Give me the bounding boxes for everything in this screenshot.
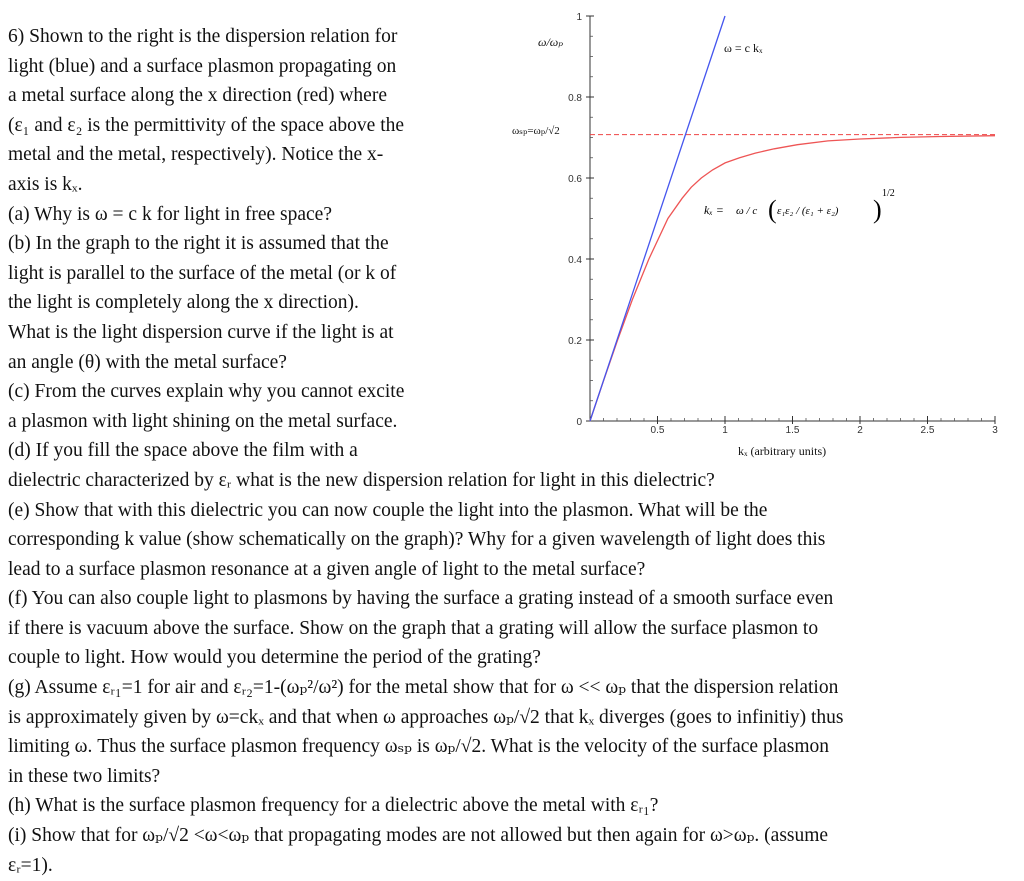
text-line: (d) If you fill the space above the film with a bbox=[8, 440, 358, 462]
text-line: light (blue) and a surface plasmon propagating on bbox=[8, 55, 397, 77]
formula-omega-over-c: ω / c bbox=[736, 205, 758, 217]
major-ticks bbox=[586, 16, 995, 424]
text-line: metal and the metal, respectively). Notice the x- bbox=[8, 144, 384, 166]
text-line: limiting ω. Thus the surface plasmon frequency ωₛₚ is ωₚ/√2. What is the velocity of the surface plasmon bbox=[8, 736, 830, 758]
dispersion-chart-svg bbox=[500, 0, 1010, 470]
x-tick-label: 0.5 bbox=[650, 425, 665, 436]
dispersion-chart bbox=[500, 0, 1010, 470]
y-tick-label: 0.8 bbox=[568, 93, 582, 104]
x-tick-label: 2 bbox=[857, 425, 863, 436]
text-line: (b) In the graph to the right it is assumed that the bbox=[8, 233, 389, 255]
formula-exponent: 1/2 bbox=[882, 188, 895, 199]
text-line: light is parallel to the surface of the metal (or k of bbox=[8, 262, 397, 284]
text-line: (f) You can also couple light to plasmons by having the surface a grating instead of a smooth surface even bbox=[8, 588, 834, 610]
text-line: (i) Show that for ωₚ/√2 <ω<ωₚ that propagating modes are not allowed but then again for ω>ωₚ. (assume bbox=[8, 825, 829, 847]
text-line: a plasmon with light shining on the metal surface. bbox=[8, 410, 398, 432]
text-line: corresponding k value (show schematically on the graph)? Why for a given wavelength of light does this bbox=[8, 529, 826, 551]
formula-paren-open: ( bbox=[768, 195, 777, 224]
light-line-label: ω = c kₓ bbox=[724, 41, 763, 55]
x-tick-label: 1.5 bbox=[785, 425, 800, 436]
x-tick-label: 2.5 bbox=[920, 425, 935, 436]
text-line: dielectric characterized by εᵣ what is the new dispersion relation for light in this dielectric? bbox=[8, 469, 715, 491]
y-tick-label: 0.4 bbox=[568, 255, 582, 266]
text-line: (h) What is the surface plasmon frequency for a dielectric above the metal with εᵣ₁? bbox=[8, 795, 659, 817]
y-tick-label: 1 bbox=[576, 12, 582, 23]
plasmon-curve bbox=[590, 136, 995, 421]
text-line: a metal surface along the x direction (red) where bbox=[8, 85, 387, 107]
x-tick-label: 3 bbox=[992, 425, 998, 436]
asymptote-label: ωₛₚ=ωₚ/√2 bbox=[512, 125, 560, 137]
formula-paren-close: ) bbox=[873, 195, 882, 224]
text-line: εᵣ=1). bbox=[8, 854, 53, 876]
text-line: axis is kₓ. bbox=[8, 173, 83, 195]
y-tick-label: 0 bbox=[576, 417, 582, 428]
text-line: the light is completely along the x direction). bbox=[8, 292, 359, 314]
text-line: is approximately given by ω=ckₓ and that when ω approaches ωₚ/√2 that kₓ diverges (goes to infinitiy) thus bbox=[8, 706, 844, 728]
text-line: lead to a surface plasmon resonance at a given angle of light to the metal surface? bbox=[8, 558, 646, 580]
text-line: an angle (θ) with the metal surface? bbox=[8, 351, 287, 373]
text-line: (g) Assume εᵣ₁=1 for air and εᵣ₂=1-(ωₚ²/ω²) for the metal show that for ω << ωₚ that the dispersion relation bbox=[8, 677, 839, 699]
minor-ticks bbox=[590, 16, 995, 421]
text-line: (ε₁ and ε₂ is the permittivity of the space above the bbox=[8, 114, 405, 136]
x-tick-label: 1 bbox=[722, 425, 728, 436]
tick-labels bbox=[568, 12, 998, 436]
y-tick-label: 0.6 bbox=[568, 174, 582, 185]
text-line: What is the light dispersion curve if the light is at bbox=[8, 321, 394, 343]
formula-lhs: kₓ = bbox=[704, 203, 724, 217]
text-line: if there is vacuum above the surface. Show on the graph that a grating will allow the surface plasmon to bbox=[8, 617, 819, 639]
text-line: (a) Why is ω = c k for light in free space? bbox=[8, 203, 332, 225]
text-line: couple to light. How would you determine the period of the grating? bbox=[8, 647, 541, 669]
y-axis-label: ω/ωₚ bbox=[538, 35, 564, 49]
formula-fraction: ε₁ε₂ / (ε₁ + ε₂) bbox=[777, 205, 839, 217]
light-line bbox=[590, 16, 725, 421]
y-tick-label: 0.2 bbox=[568, 336, 582, 347]
plasmon-formula bbox=[704, 188, 895, 224]
text-line: in these two limits? bbox=[8, 765, 161, 787]
text-line: 6) Shown to the right is the dispersion relation for bbox=[8, 26, 398, 47]
text-line: (e) Show that with this dielectric you can now couple the light into the plasmon. What will be the bbox=[8, 499, 768, 521]
x-axis-label: kₓ (arbitrary units) bbox=[738, 444, 827, 458]
text-line: (c) From the curves explain why you cannot excite bbox=[8, 381, 405, 403]
